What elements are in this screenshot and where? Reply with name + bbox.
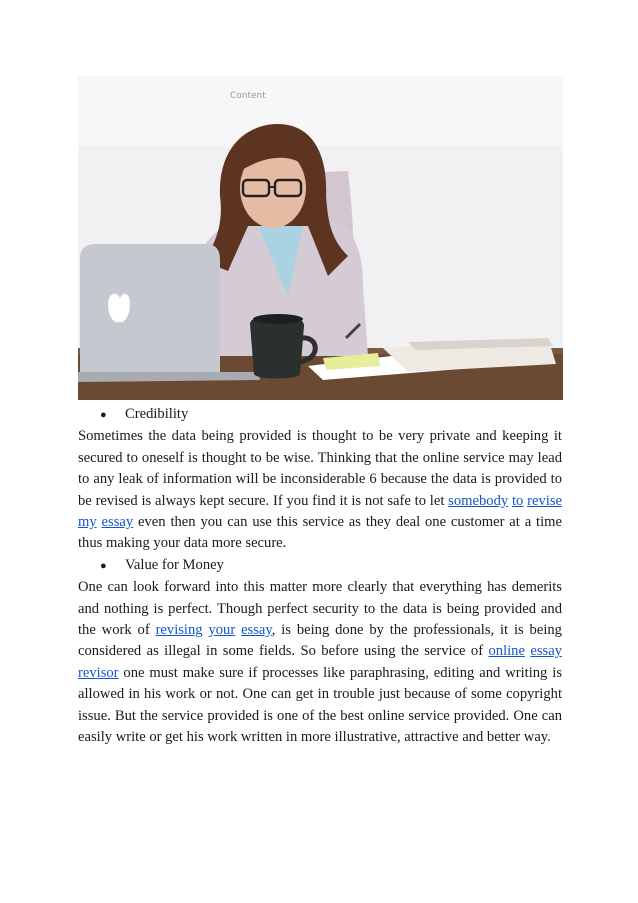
link-somebody[interactable]: somebody <box>448 492 509 509</box>
bullet-label: Value for Money <box>125 556 224 573</box>
link-essay[interactable]: essay <box>241 622 272 639</box>
paragraph-credibility <box>78 426 562 554</box>
bullet-value-for-money <box>78 555 562 577</box>
link-essay[interactable]: essay <box>101 514 134 531</box>
link-your[interactable]: your <box>208 622 236 639</box>
link-to[interactable]: to <box>511 492 524 509</box>
document-body <box>78 404 562 749</box>
bullet-credibility <box>78 404 562 426</box>
paragraph-text: Sometimes the data being provided is thought to be very private and keeping it secured to oneself is thought to be wise. Thinking that the online service may lead to any leak of information will be inconsiderable 6 because the data is provided to be revised is always kept secure. If you find it is not safe to let <box>78 428 562 509</box>
link-my[interactable]: my <box>78 514 97 531</box>
bullet-label: Credibility <box>125 406 189 422</box>
photo-woman-laptop <box>78 76 563 400</box>
paragraph-text: , is being done by the professionals, it is being considered as illegal in some fields. So before using the service of <box>78 622 562 660</box>
paragraph-text: even then you can use this service as they deal one customer at a time thus making your data more secure. <box>78 514 562 552</box>
bullet-dot-icon: ● <box>100 409 107 421</box>
paragraph-text: One can look forward into this matter more clearly that everything has demerits and nothing is perfect. Though perfect security to the data is being provided and the work of <box>78 579 562 639</box>
link-revising[interactable]: revising <box>155 622 203 639</box>
paragraph-text: one must make sure if processes like paraphrasing, editing and writing is allowed in his work or not. One can get in trouble just because of some copyright issue. But the service provided is one of the best online service provided. One can easily write or get his work written in more illustrative, attractive and better way. <box>78 664 562 746</box>
whiteboard-text: Content <box>230 91 266 101</box>
link-revise[interactable]: revise <box>527 492 562 509</box>
link-essay[interactable]: essay <box>530 643 562 660</box>
link-online[interactable]: online <box>488 643 525 660</box>
paragraph-value-for-money <box>78 577 562 748</box>
bullet-dot-icon: ● <box>100 559 107 572</box>
link-revisor[interactable]: revisor <box>78 664 119 681</box>
